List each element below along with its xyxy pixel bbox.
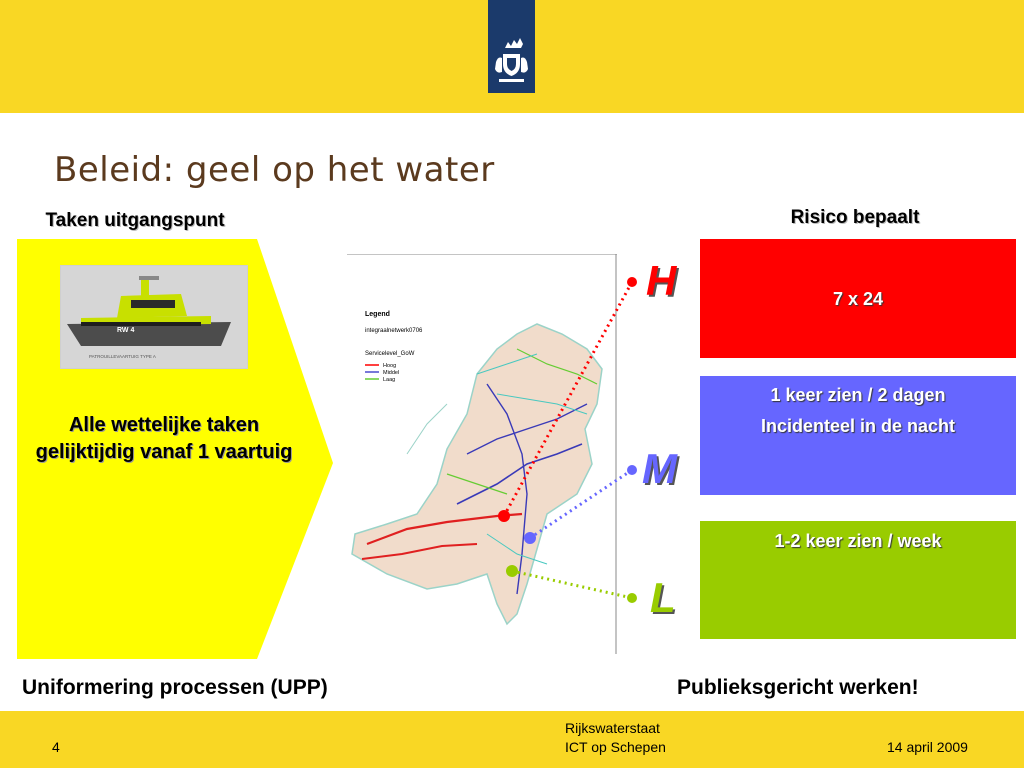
level-box-low [700,521,1016,639]
level-letter-m: M [642,445,677,492]
patrol-vessel-image [60,265,248,369]
level-box-medium-line-1: 1 keer zien / 2 dagen [770,385,946,405]
level-box-medium [700,376,1016,495]
map-legend-hoog: Hoog [383,363,397,369]
map-network-label: integraalnetwerk0706 [365,328,423,334]
left-body-text: Alle wettelijke taken gelijktijdig vanaf 1 vaartuig [35,414,293,463]
level-box-medium-line-2: Incidenteel in de nacht [760,416,956,436]
footer-dept: ICT op Schepen [565,739,666,755]
ship-code-text: RW 4 [117,327,135,334]
footer-org: Rijkswaterstaat [565,720,660,736]
map-service-level-label: Servicelevel_GoW [365,351,415,357]
connector-overlay [490,255,700,615]
map-legend-laag: Laag [383,377,396,383]
level-box-low-line-1: 1-2 keer zien / week [774,531,942,551]
level-letter-l: L [650,574,676,621]
map-legend-title: Legend [365,311,390,318]
right-heading: Risico bepaalt [790,207,920,228]
level-letter-h: H [646,257,677,304]
level-box-high-line-1: 7 x 24 [832,289,884,309]
footer-date: 14 april 2009 [887,739,968,755]
slide-title: Beleid: geel op het water [54,150,495,190]
footer-bar [0,711,1024,768]
bottom-right-text: Publieksgericht werken! [677,676,919,699]
rijkswaterstaat-logo [488,0,535,93]
page-number: 4 [52,739,60,755]
bottom-left-text: Uniformering processen (UPP) [22,676,328,699]
level-box-high [700,239,1016,358]
map-legend-middel: Middel [383,370,400,376]
left-heading: Taken uitgangspunt [45,210,225,231]
ship-caption-text: PATROUILLEVAARTUIG TYPE A [89,354,156,359]
